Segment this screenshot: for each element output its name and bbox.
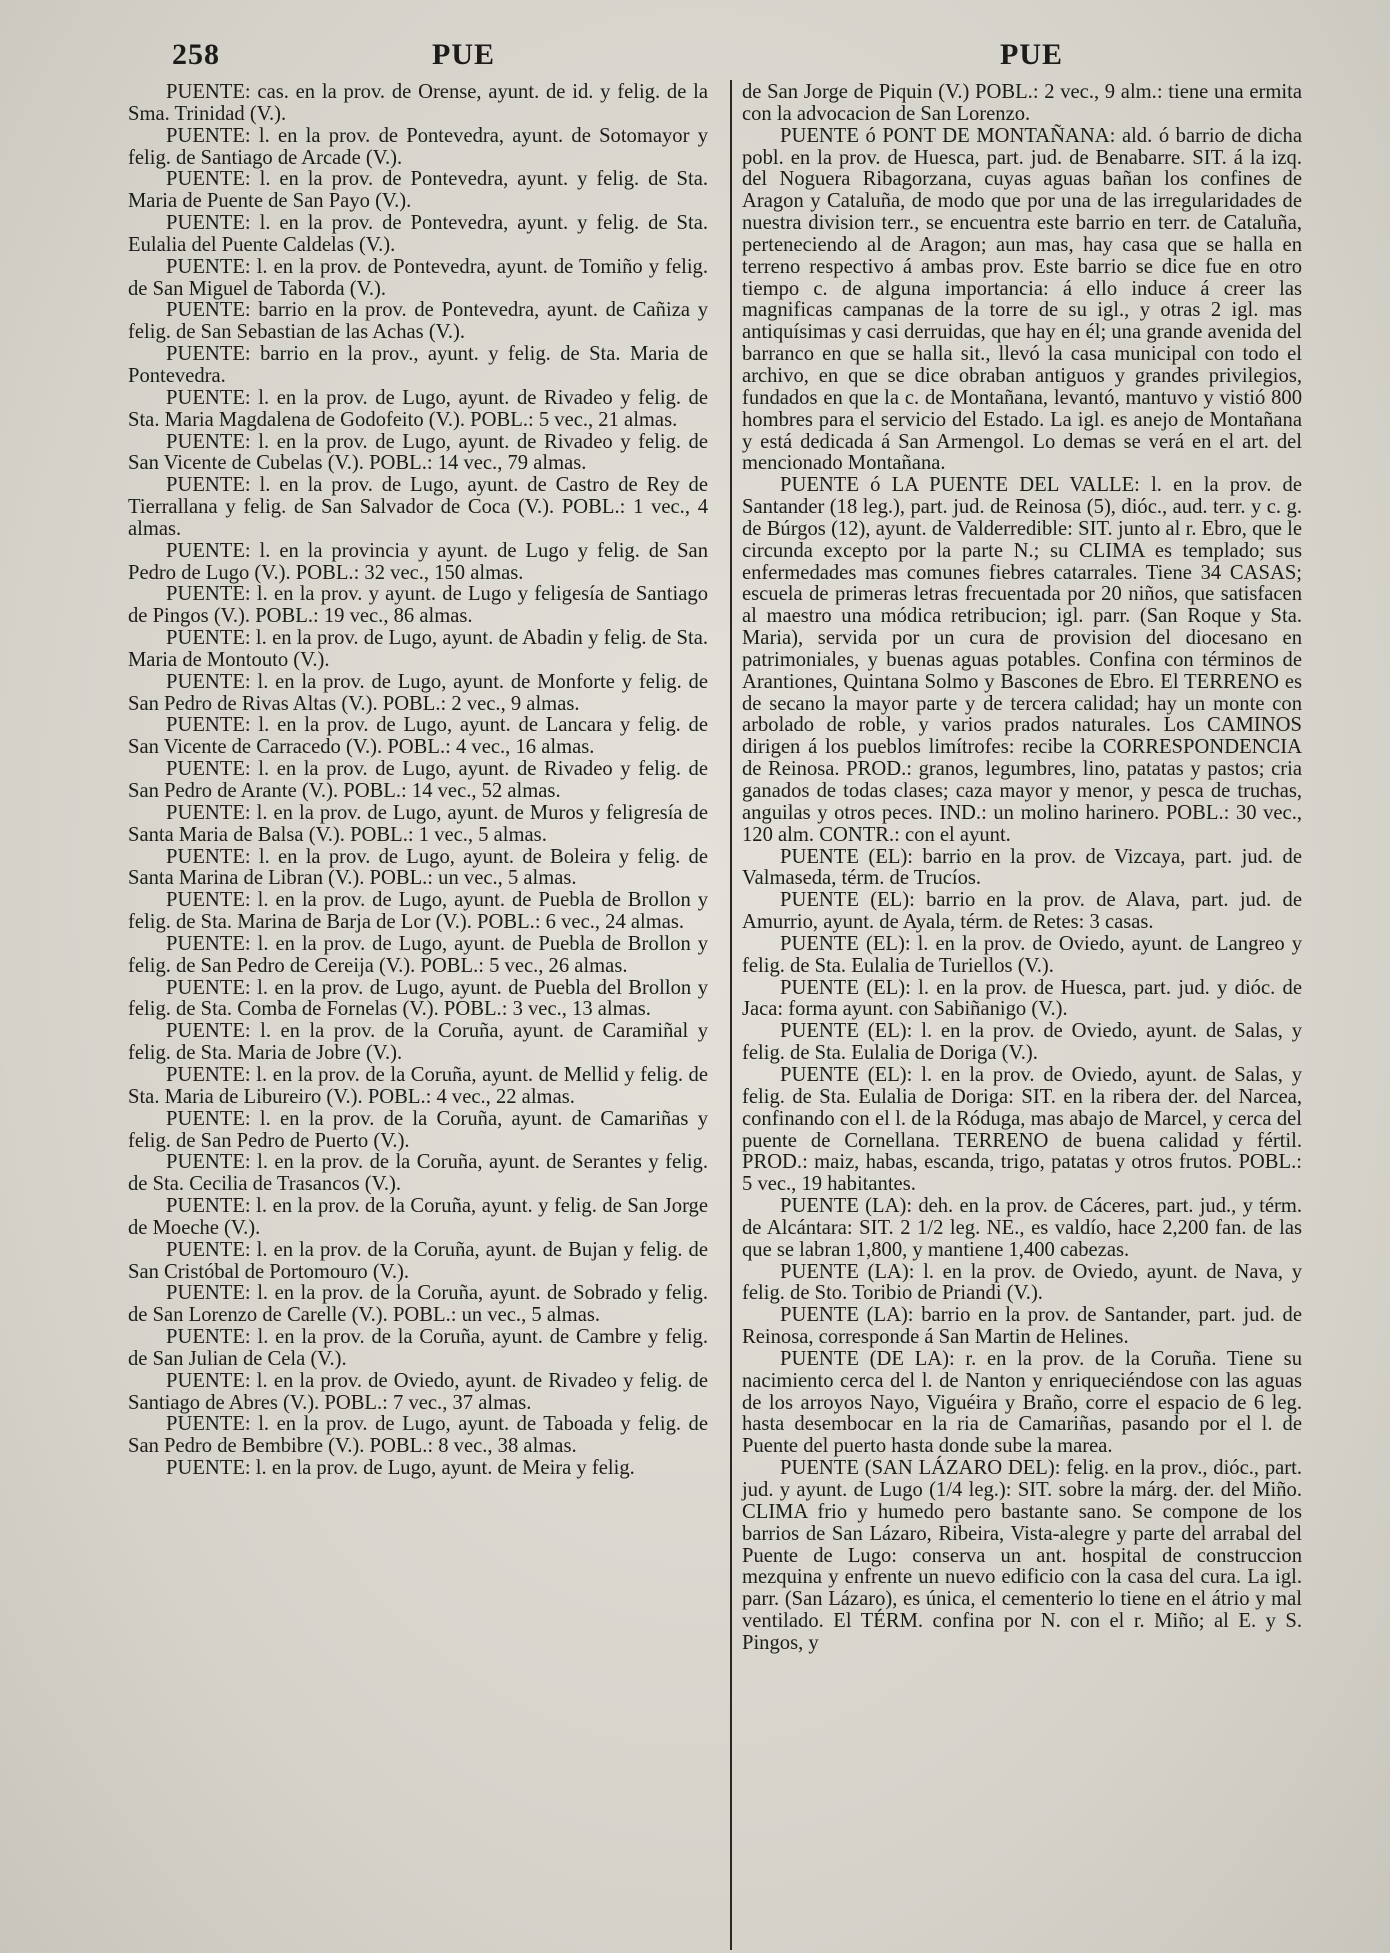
entry: PUENTE: l. en la prov. de Pontevedra, ayunt. y felig. de Sta. Eulalia del Puente Caldelas (V.). <box>128 212 708 256</box>
entry: PUENTE: cas. en la prov. de Orense, ayunt. de id. y felig. de la Sma. Trinidad (V.). <box>128 81 708 125</box>
entry: PUENTE (SAN LÁZARO DEL): felig. en la prov., dióc., part. jud. y ayunt. de Lugo (1/4 leg.): SIT. sobre la márg. der. del Miño. CLIMA frio y humedo pero bastante sano. Se compone de los barrios de San Lázaro, Ribeira, Vista-alegre y parte del arrabal del Puente de Lugo: conserva un ant. hospital de construccion mezquina y enfrente un nuevo edificio con la casa del cura. La igl. parr. (San Lázaro), es única, el cementerio lo tiene en el átrio y mal ventilado. El TÉRM. confina por N. con el r. Miño; al E. y S. Pingos, y <box>742 1457 1302 1654</box>
entry: PUENTE (LA): l. en la prov. de Oviedo, ayunt. de Nava, y felig. de Sto. Toribio de Priandi (V.). <box>742 1260 1302 1305</box>
entry: PUENTE: l. en la prov. de Lugo, ayunt. de Abadin y felig. de Sta. Maria de Montouto (V.). <box>128 627 708 671</box>
entry: PUENTE ó LA PUENTE DEL VALLE: l. en la prov. de Santander (18 leg.), part. jud. de Reinosa (5), dióc., aud. terr. y c. g. de Búrgos (12), ayunt. de Valderredible: SIT. junto al r. Ebro, que le circunda excepto por la parte N.; su CLIMA es templado; sus enfermedades mas comunes fiebres catarrales. Tiene 34 CASAS; escuela de primeras letras frecuentada por 20 niños, que satisfacen al maestro una módica retribucion; igl. parr. (San Roque y Sta. Maria), servida por un cura de provision del diocesano en patrimoniales, y buenas aguas potables. Confina con términos de Arantiones, Quintana Solmo y Bascones de Ebro. El TERRENO es de secano la mayor parte y de tercera calidad; hay un monte con arbolado de roble, y varios prados naturales. Los CAMINOS dirigen á los pueblos limítrofes: recibe la CORRESPONDENCIA de Reinosa. PROD.: granos, legumbres, lino, patatas y pastos; cria ganados de todas clases; caza mayor y menor, y pesca de truchas, anguilas y otros peces. IND.: un molino harinero. POBL.: 30 vec., 120 alm. CONTR.: con el ayunt. <box>742 474 1302 846</box>
right-column <box>742 82 1302 1655</box>
entry: PUENTE (EL): l. en la prov. de Oviedo, ayunt. de Salas, y felig. de Sta. Eulalia de Doriga (V.). <box>742 1020 1302 1065</box>
entry: PUENTE: barrio en la prov., ayunt. y felig. de Sta. Maria de Pontevedra. <box>128 343 708 387</box>
entry: PUENTE: l. en la prov. de Lugo, ayunt. de Puebla de Brollon y felig. de San Pedro de Cereija (V.). POBL.: 5 vec., 26 almas. <box>128 932 708 977</box>
page-number: 258 <box>172 38 220 71</box>
entry: PUENTE: l. en la prov. de la Coruña, ayunt. de Sobrado y felig. de San Lorenzo de Carelle (V.). POBL.: un vec., 5 almas. <box>128 1282 708 1327</box>
entry: PUENTE (EL): l. en la prov. de Huesca, part. jud. y dióc. de Jaca: forma ayunt. con Sabiñanigo (V.). <box>742 976 1302 1021</box>
entry: PUENTE: barrio en la prov. de Pontevedra, ayunt. de Cañiza y felig. de San Sebastian de las Achas (V.). <box>128 299 708 344</box>
entry: PUENTE: l. en la prov. de la Coruña, ayunt. de Camariñas y felig. de San Pedro de Puerto (V.). <box>128 1107 708 1152</box>
left-column <box>128 82 708 1480</box>
entry: PUENTE: l. en la prov. de Pontevedra, ayunt. de Tomiño y felig. de San Miguel de Taborda (V.). <box>128 255 708 300</box>
entry: PUENTE ó PONT DE MONTAÑANA: ald. ó barrio de dicha pobl. en la prov. de Huesca, part. jud. de Benabarre. SIT. á la izq. del Noguera Ribagorzana, cuyas aguas bañan los confines de Aragon y Cataluña, de modo que por una de las irregularidades de nuestra division terr., se encuentra este barrio en terr. de Cataluña, perteneciendo al de Aragon; aun mas, hay casa que se halla en terreno respectivo á ambas prov. Este barrio se dice fue en otro tiempo c. de alguna importancia: á ello induce á creer las magnificas campanas de la torre de su igl., y otras 2 igl. mas antiquísimas y casi derruidas, que hay en él; una grande avenida del barranco en que se halla sit., llevó la casa municipal con todo el archivo, en que se dice obraban antiguos y grandes privilegios, fundados en que la c. de Montañana, levantó, mantuvo y vistió 800 hombres para el servicio del Estado. La igl. es anejo de Montañana y está dedicada á San Armengol. Lo demas se verá en el art. del mencionado Montañana. <box>742 124 1302 475</box>
entry: PUENTE: l. en la prov. de Pontevedra, ayunt. y felig. de Sta. Maria de Puente de San Payo (V.). <box>128 168 708 213</box>
entry: PUENTE: l. en la prov. de Pontevedra, ayunt. de Sotomayor y felig. de Santiago de Arcade (V.). <box>128 124 708 169</box>
entry: PUENTE: l. en la prov. de Oviedo, ayunt. de Rivadeo y felig. de Santiago de Abres (V.). POBL.: 7 vec., 37 almas. <box>128 1369 708 1414</box>
entry: PUENTE: l. en la prov. de la Coruña, ayunt. de Caramiñal y felig. de Sta. Maria de Jobre (V.). <box>128 1020 708 1065</box>
entry: PUENTE (EL): barrio en la prov. de Alava, part. jud. de Amurrio, ayunt. de Ayala, térm. de Retes: 3 casas. <box>742 889 1302 934</box>
entry: PUENTE (EL): l. en la prov. de Oviedo, ayunt. de Salas, y felig. de Sta. Eulalia de Doriga: SIT. en la ribera der. del Narcea, confinando con el l. de la Róduga, mas abajo de Marcel, y cerca del puente de Cornellana. TERRENO de buena calidad y fértil. PROD.: maiz, habas, escanda, trigo, patatas y otros frutos. POBL.: 5 vec., 19 habitantes. <box>742 1063 1302 1196</box>
entry: PUENTE: l. en la provincia y ayunt. de Lugo y felig. de San Pedro de Lugo (V.). POBL.: 32 vec., 150 almas. <box>128 539 708 584</box>
entry: PUENTE: l. en la prov. de Lugo, ayunt. de Meira y felig. <box>166 1457 635 1480</box>
entry: PUENTE: l. en la prov. de Lugo, ayunt. de Monforte y felig. de San Pedro de Rivas Altas (V.). POBL.: 2 vec., 9 almas. <box>128 670 708 715</box>
entry: PUENTE: l. en la prov. y ayunt. de Lugo y feligesía de Santiago de Pingos (V.). POBL.: 19 vec., 86 almas. <box>128 583 708 628</box>
running-head-left: PUE <box>432 38 495 71</box>
entry: PUENTE: l. en la prov. de Lugo, ayunt. de Rivadeo y felig. de San Vicente de Cubelas (V.). POBL.: 14 vec., 79 almas. <box>128 430 708 475</box>
entry: PUENTE (LA): deh. en la prov. de Cáceres, part. jud., y térm. de Alcántara: SIT. 2 1/2 leg. NE., es valdío, hace 2,200 fan. de las que se labran 1,800, y mantiene 1,400 cabezas. <box>742 1195 1302 1261</box>
entry: PUENTE: l. en la prov. de la Coruña, ayunt. y felig. de San Jorge de Moeche (V.). <box>128 1195 708 1239</box>
entry: PUENTE: l. en la prov. de Lugo, ayunt. de Taboada y felig. de San Pedro de Bembibre (V.). POBL.: 8 vec., 38 almas. <box>128 1413 708 1458</box>
entry-continuation: de San Jorge de Piquin (V.) POBL.: 2 vec., 9 alm.: tiene una ermita con la advocacion de San Lorenzo. <box>742 81 1302 125</box>
running-head-right: PUE <box>1000 38 1063 71</box>
entry: PUENTE: l. en la prov. de Lugo, ayunt. de Rivadeo y felig. de San Pedro de Arante (V.). POBL.: 14 vec., 52 almas. <box>128 758 708 802</box>
entry: PUENTE (EL): barrio en la prov. de Vizcaya, part. jud. de Valmaseda, térm. de Trucíos. <box>742 845 1302 890</box>
column-divider <box>730 80 732 1950</box>
entry: PUENTE (LA): barrio en la prov. de Santander, part. jud. de Reinosa, corresponde á San Martin de Helines. <box>742 1304 1302 1349</box>
entry: PUENTE: l. en la prov. de la Coruña, ayunt. de Mellid y felig. de Sta. Maria de Libureiro (V.). POBL.: 4 vec., 22 almas. <box>128 1063 708 1108</box>
entry: PUENTE: l. en la prov. de Lugo, ayunt. de Boleira y felig. de Santa Marina de Libran (V.). POBL.: un vec., 5 almas. <box>128 845 708 890</box>
entry: PUENTE: l. en la prov. de la Coruña, ayunt. de Cambre y felig. de San Julian de Cela (V.). <box>128 1326 708 1370</box>
entry: PUENTE: l. en la prov. de Lugo, ayunt. de Rivadeo y felig. de Sta. Maria Magdalena de Godofeito (V.). POBL.: 5 vec., 21 almas. <box>128 386 708 431</box>
entry: PUENTE: l. en la prov. de Lugo, ayunt. de Puebla del Brollon y felig. de Sta. Comba de Fornelas (V.). POBL.: 3 vec., 13 almas. <box>128 976 708 1021</box>
entry: PUENTE (EL): l. en la prov. de Oviedo, ayunt. de Langreo y felig. de Sta. Eulalia de Turiellos (V.). <box>742 932 1302 977</box>
entry: PUENTE (DE LA): r. en la prov. de la Coruña. Tiene su nacimiento cerca del l. de Nanton y enriqueciéndose con las aguas de los arroyos Nayo, Viguéira y Braño, corre el espacio de 6 leg. hasta desembocar en la ria de Camariñas, pasando por el l. de Puente del puerto hasta donde sube la marea. <box>742 1347 1302 1458</box>
entry: PUENTE: l. en la prov. de la Coruña, ayunt. de Bujan y felig. de San Cristóbal de Portomouro (V.). <box>128 1238 708 1283</box>
entry: PUENTE: l. en la prov. de Lugo, ayunt. de Puebla de Brollon y felig. de Sta. Marina de Barja de Lor (V.). POBL.: 6 vec., 24 almas. <box>128 889 708 934</box>
entry: PUENTE: l. en la prov. de Lugo, ayunt. de Lancara y felig. de San Vicente de Carracedo (V.). POBL.: 4 vec., 16 almas. <box>128 714 708 759</box>
entry: PUENTE: l. en la prov. de Lugo, ayunt. de Castro de Rey de Tierrallana y felig. de San Salvador de Coca (V.). POBL.: 1 vec., 4 almas. <box>128 474 708 540</box>
entry: PUENTE: l. en la prov. de la Coruña, ayunt. de Serantes y felig. de Sta. Cecilia de Trasancos (V.). <box>128 1151 708 1196</box>
entry: PUENTE: l. en la prov. de Lugo, ayunt. de Muros y feligresía de Santa Maria de Balsa (V.). POBL.: 1 vec., 5 almas. <box>128 801 708 846</box>
